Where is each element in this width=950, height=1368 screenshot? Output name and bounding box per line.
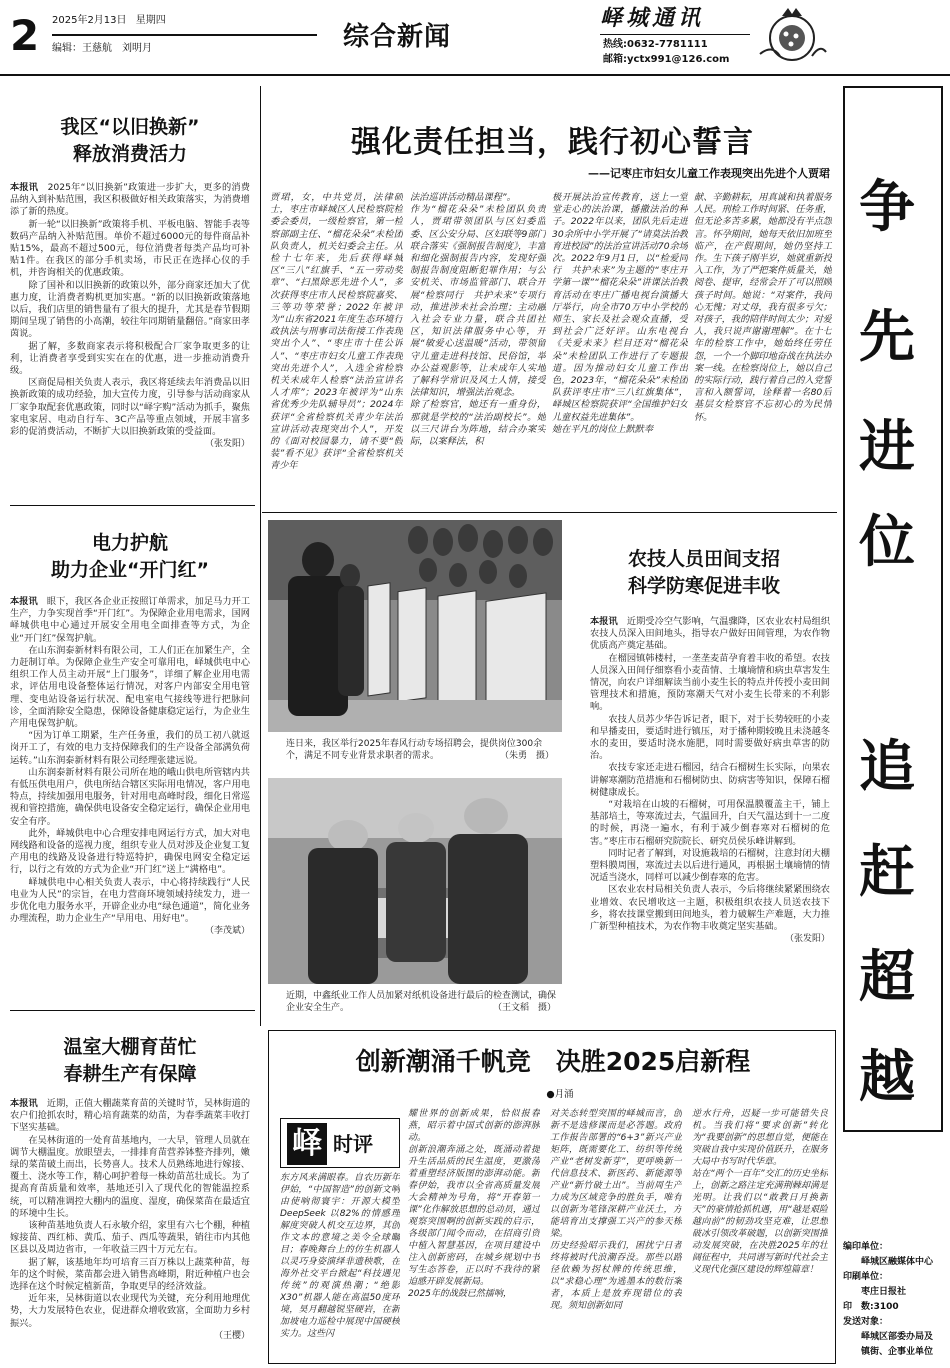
masthead-bottom-rule	[0, 74, 950, 76]
paragraph: 眼下，我区各企业正按照订单需求，加足马力开工生产，力争实现首季“开门红”。为保障企业用电需求，国网峄城供电中心通过开展安全用电全面排查等方式，为企业“开门红”保驾护航。	[10, 596, 250, 644]
lead-tag: 本报讯	[10, 596, 38, 607]
feature-col4: 逆水行舟，迟疑一步可能错失良机。当我们将“要求创新”转化为“我要创新”的思想自觉，便能在突破自我中实现价值跃升，在服务大局中书写时代华章。 站在“两个一百年”交汇的历史坐标上，创新之路注定充满荆棘却满是光明。让我们以“敢教日月换新天”的豪情抢抓机遇，用“越是艰险越向前”的韧劲攻坚克难，让思想破冰引领改革破题，以创新突围推动发展突破，在决胜2025年的壮阔征程中，共同谱写新时代社会主义现代化强区建设的辉煌篇章！	[692, 1109, 828, 1275]
article4-title-line1: 农技人员田间支招	[627, 548, 780, 570]
caption-text: 近期，中鑫纸业工作人员加紧对纸机设备进行最后的检查测试，确保企业安全生产。	[286, 991, 556, 1013]
feature-col2: 耀世界的创新成果，恰似报春燕，昭示着中国式创新的澎湃脉动。 创新浪潮奔涌之处，既涌动着提升生活品质的民生温度，更激荡着重塑经济版图的澎湃动能。新春伊始，我市以全省高质量发展大会精神为号角，将“开春第一课”化作解放思想的总动员，通过观察突围啊的创新实践的启示，各级部门闻令而动，在招商引资中植入智慧基因，在项目建设中注入创新密码，在城乡规划中书写生态答卷，正以时不我待的紧迫感开辟发展新局。 2025年的战鼓已然擂响，	[408, 1109, 540, 1299]
article4-body	[590, 616, 830, 1018]
article2-title-line2: 助力企业“开门红”	[51, 559, 209, 581]
article1-title-line1: 我区“以旧换新”	[60, 116, 200, 138]
article3-title-line1: 温室大棚育苗忙	[63, 1036, 197, 1058]
paragraph: 2025年“以旧换新”政策进一步扩大，更多的消费品纳入到补贴范围，我区积极做好相关政策落实，为消费增添了新的热度。	[10, 182, 250, 218]
column-rule	[260, 86, 261, 1026]
paragraph: 据了解，该基地年均可培育三百万株以上蔬菜种苗，每年的这个时候，菜苗都会进入销售高峰期，附近种植户也会选择在这个时候定植新苗，争取更早的经济效益。	[10, 1256, 250, 1293]
divider	[10, 505, 255, 506]
badge-big: 峄	[287, 1123, 327, 1165]
paragraph: 农技人员苏少华告诉记者，眼下，对于长势较旺的小麦和早播麦田，要适时进行镇压，对于播种期较晚且未浇越冬水的麦田，要适时浇水施肥，同时需要做好病虫草害的防治。	[590, 713, 830, 762]
lead-col3: 极开展法治宣传教育，送上一堂堂走心的法治课，播撒法治的种子。2022年以来，团队先后走进30余所中小学开展了“请莫法治教育进校园”的法治宣讲活动70余场次。2022年9月1日，以“检爱同行 共护未来”为主题的“枣庄开学第一课”“榴花朵朵”讲课法治教育活动在枣庄广播电视台演播大厅举行，向全市70万中小学校的师生、家长及社会观众直播，受到社会广泛好评。山东电视台《关爱未来》栏目还对“榴花朵朵”未检团队工作进行了专题报道。因为推动妇女儿童工作出色，2023年，“榴花朵朵”未检团队获评枣庄市“三八红旗集体”，峄城区检察院获评“全国维护妇女儿童权益先进集体”。 她在平凡的岗位上默默奉	[552, 192, 688, 435]
paragraph: 区商促局相关负责人表示，我区将延续去年消费品以旧换新政策的成功经验，加大宣传力度，引导参与活动商家从厂家争取配套优惠政策，同时以“峄字购”活动为抓手，聚焦家电家居、电动自行车、3C产品等重点领域，开展丰富多彩的促消费活动，不断扩大以旧换新政策的受益面。	[10, 377, 250, 438]
article3-body	[10, 1098, 250, 1364]
caption-text: 连日来，我区举行2025年春风行动专场招聘会，提供岗位300余个，满足不同专业背景求职者的需求。	[286, 739, 543, 761]
paragraph: “因为订单工期紧，生产任务重，我们的员工初八就返岗开工了，有效的电力支持保障我们的生产设备全部满负荷运转。”山东润泰新材料有限公司经理张建远说。	[10, 730, 250, 766]
article3-headline	[10, 1034, 250, 1092]
banner-char: 超	[859, 945, 915, 1010]
article4-title-line2: 科学防寒促进丰收	[627, 575, 780, 597]
banner-char: 争	[859, 175, 915, 240]
info-line: 峄城区融媒体中心	[861, 1257, 934, 1267]
masthead-ornament	[752, 4, 830, 70]
date-text: 2025年2月13日	[52, 15, 127, 26]
banner-char: 赶	[859, 840, 915, 905]
paragraph: 据了解，多数商家表示将积极配合厂家争取更多的让利，让消费者享受到实实在在的优惠，进一步推动消费升级。	[10, 340, 250, 377]
divider	[10, 1010, 255, 1011]
lead-subtitle: ——记枣庄市妇女儿童工作表现突出先进个人贾珺	[588, 167, 830, 180]
paragraph: 同时记者了解到，对设施栽培的石榴树，注意封闭大棚塑料膜周围，寒流过去以后进行通风，再根据土壤墒情的情况适当浇水，同样可以减少倒春寒的危害。	[590, 847, 830, 884]
article4-headline	[578, 546, 830, 604]
lead-headline: 强化责任担当，践行初心誓言	[351, 125, 754, 160]
paragraph: 新一轮“以旧换新”政策将手机、平板电脑、智能手表等数码产品纳入补贴范围。单价不超过6000元的每件商品补贴15%，最高不超过500元，每位消费者每类产品均可补贴1件。在我区的部分手机卖场，市民正在选择心仪的手机，并咨询相关的优惠政策。	[10, 218, 250, 279]
feature-col1: 东方风来满眼春。自农历新年伊始，“中国智造”的创新文响由使响彻寰宇：开源大模型DeepSeek 以82%的情感理解度突破人机交互边界，其创作文本的意境之美令全球瞩目；春晚舞台上的仿生机器人以灵巧身姿演绎非遗秧歌，在海外社交平台掀起“科技遇见传统”的观演热潮；“绝影X30”机器人能在高温50度环境，昊月翻越锐坚硬岩，在新加坡电力巡检中展现中国硬核实力。这些闪	[280, 1173, 400, 1339]
weekday-text: 星期四	[135, 15, 166, 26]
feature-headline: 创新潮涌千帆竞 决胜2025启新程	[355, 1047, 751, 1076]
publication-info	[843, 1240, 947, 1362]
pomegranate-icon	[752, 4, 830, 70]
lead-tag: 本报讯	[10, 1098, 38, 1109]
editors-line: 编辑：王慈航 刘明月	[52, 43, 152, 54]
paragraph: 近期受冷空气影响，气温骤降，区农业农村局组织农技人员深入田间地头，指导农户做好田间管理，为农作物优质高产奠定基础。	[590, 616, 830, 652]
paragraph: 近年来，吴林街道以农业现代为关键，充分利用地理优势，大力发展特色农业，促进群众增收致富，全面助力乡村振兴。	[10, 1293, 250, 1329]
masthead-divider	[52, 34, 317, 36]
paragraph: 农技专家还走进石榴园，结合石榴树生长实际，向果农讲解寒潮防范措施和石榴树防虫、防病害等知识，保障石榴树健康成长。	[590, 762, 830, 798]
paragraph: “对栽培在山坡的石榴树，可用保温膜覆盖主干，铺上基部培土，等寒流过去，气温回升，白天气温达到十一二度的时候，再浇一遍水，有利于减少倒春寒对石榴树的危害。”枣庄市石榴研究院院长、研究员侯乐峰讲解到。	[590, 799, 830, 847]
banner-char: 先	[859, 305, 915, 370]
lead-tag: 本报讯	[10, 182, 39, 193]
paragraph: 近期，正值大棚蔬菜育苗的关键时节，吴林街道的农户们抢抓农时，精心培育蔬菜的幼苗，为春季蔬菜丰收打下坚实基础。	[10, 1098, 250, 1134]
job-fair-image	[268, 520, 562, 732]
banner-char: 越	[859, 1045, 915, 1110]
article2-body	[10, 596, 250, 1004]
email: 邮箱:yctx991@126.com	[603, 54, 730, 65]
article1-headline	[10, 114, 250, 172]
paragraph: 区农业农村局相关负责人表示，今后将继续紧紧围绕农业增效、农民增收这一主题，积极组织农技人员送农技下乡，将农技课堂搬到田间地头，着力破解生产难题，大力推广新型种植技术，为农作物丰收奠定坚实基础。	[590, 884, 830, 933]
byline: （李茂斌）	[204, 926, 250, 937]
lead-col1: 贾珺，女，中共党员，法律硕士，枣庄市峄城区人民检察院检委会委员，一级检察官，第一检察部副主任、“榴花朵朵”未检团队负责人，机关妇委会主任。从检十七年来，先后获得峄城区“三八”红旗手、“五一劳动奖章”、“扫黑除恶先进个人”，多次获得枣庄市人民检察院嘉奖、三等功等荣誉；2022年被评为“山东省2021年度生态环境行政执法与刑事司法衔接工作表现突出个人”、“枣庄市十佳公诉人”、“枣庄市妇女儿童工作表现突出先进个人”，入选全省检察机关未成年人检察“法治宣讲名人才库”；2023年被评为“山东省优秀少先队辅导员”；2024年获评“全省检察机关青少年法治宣讲活动表现突出个人”，开发的《面对校园暴力，请不要“假装”看不见》获评“全省检察机关青少年	[270, 192, 403, 472]
article3-title-line2: 春耕生产有保障	[63, 1063, 197, 1085]
page-number: 2	[10, 14, 40, 58]
paragraph: 峄城供电中心相关负责人表示，中心将持续践行“人民电业为人民”的宗旨，在电力营商环境领域持续发力，进一步优化电力服务水平，开辟企业办电“绿色通道”，简化业务办理流程，助力企业生产“早用电、用好电”。	[10, 876, 250, 925]
banner-char: 位	[859, 510, 915, 575]
section-title: 综合新闻	[343, 22, 452, 52]
byline: （张发阳）	[204, 439, 250, 450]
photo-credit: （朱勇 摄）	[499, 751, 554, 761]
article1-title-line2: 释放消费活力	[72, 143, 187, 165]
photo2-caption	[286, 990, 556, 1020]
paragraph: 在山东润泰新材料有限公司，工人们正在加紧生产，全力赶制订单。为保障企业生产安全可靠用电，峄城供电中心组织工作人员主动开展“上门服务”，详细了解企业用电需求，评估用电设备整体运行情况，对客户内部安全用电管理、变电站设备运行状况、配电室电气接线等进行把脉问诊，全面消除安全隐患，保障设备健康稳定运行，为企业生产用电保驾护航。	[10, 644, 250, 730]
article2-title-line1: 电力护航	[91, 532, 168, 554]
paper-mill-image	[268, 778, 562, 984]
paragraph: 在榴园镇韩楼村，一垄垄麦苗孕育着丰收的希望。农技人员深入田间仔细察看小麦苗情、土壤墒情和病虫草害发生情况，向农户详细解读当前小麦生长的特点并传授小麦田间管理技术和措施，预防寒潮天气对小麦生长带来的不利影响。	[590, 652, 830, 713]
info-line: 镇街、企事业单位	[861, 1347, 934, 1357]
photo-job-fair	[268, 520, 562, 732]
divider	[262, 512, 837, 513]
paragraph: 除了国补和以旧换新的政策以外，部分商家还加大了优惠力度，让消费者购机更加实惠。“新的以旧换新政策落地以后，我们店里的销售量有了很大的提升，尤其是春节假期期间呈现了销售的小高潮，较往年同期销量翻倍。”商家田孝茵说。	[10, 279, 250, 340]
paragraph: 该种苗基地负责人石永敏介绍，家里有六七个棚，种植嫁接苗、西红柿、黄瓜、茄子、西瓜等蔬果，销往市内其他区县以及周边省市，一年收益三四十万元左右。	[10, 1220, 250, 1256]
info-line: 峄城区部委办局及	[861, 1332, 934, 1342]
article2-headline	[10, 530, 250, 588]
badge-small: 时评	[333, 1132, 373, 1156]
byline: （王樱）	[213, 1330, 250, 1341]
masthead-divider-right	[600, 34, 750, 35]
commentary-badge	[280, 1118, 400, 1168]
issue-date	[52, 14, 212, 28]
lead-col2: 法治巡讲活动精品课程”。 作为“榴花朵朵”未检团队负责人，贾珺带领团队与区妇委监委、区公安分局、区妇联等9部门联合落实《强制报告制度》，丰富和细化强制报告内容，发现好强制报告制度阻断犯罪作用；与公安机关、市场监管部门、联合开展“检察同行 共护未来”专项行动，推进涉未社会治理；主动融入社会专业力量，联合共团社区，知识法律服务中心等，开展“敏爱心送温暖”活动，带领留守儿童走进科技馆、民俗馆，举办公益观影等，让未成年人实地了解科学常识及风土人情，接受法律知识，增强法治观念。 除了检察官，她还有一重身份，那就是学校的“法治副校长”。她以三尺讲台为阵地，结合办案实际，以案释法，积	[410, 192, 546, 448]
info-line: 枣庄日报社	[861, 1287, 907, 1297]
paragraph: 在吴林街道的一处育苗基地内，一大早，管理人员就在调节大棚温度。放眼望去，一排排育苗营养钵整齐排列，嫩绿的菜苗破土而出，长势喜人。技术人员熟练地进行嫁接、覆土、浇水等工作，精心呵护着每一株幼苗茁壮成长。为了提高育苗质量和效率，基地还引入了现代化的智能温控系统，可以精准调控大棚内的温度、湿度，确保菜苗在最适宜的环境中生长。	[10, 1134, 250, 1219]
info-line: 印 数:3100	[843, 1302, 899, 1312]
feature-author: ●月涌	[546, 1089, 574, 1100]
info-line: 印刷单位：	[843, 1272, 889, 1282]
photo-paper-mill	[268, 778, 562, 984]
feature-col3: 对关态转型突围的峄城而言，创新不是选修课而是必答题。政府工作报告部署的“6+3”新兴产业矩阵，既需要化工、纺织等传统产业“老树发新芽”，更呼唤新一代信息技术、新医药、新能源等产业“新竹破土出”。当前周生产力成为区域竞争的胜负手，唯有以创新为笔锋深耕产业沃土，方能培育出支撑强工兴产的参天栋梁。 历史经验昭示我们，困扰宁日者终将被时代浪潮吞没。那些以路径依赖为拐杖牌的传统思维，以“求稳心理”为逃墨本的数衍案者，本质上是放弃现错位的表现。须知创新如同	[550, 1109, 682, 1311]
article1-body	[10, 182, 250, 500]
byline: （张发阳）	[784, 934, 830, 945]
side-banner	[843, 86, 943, 1132]
info-line: 发送对象：	[843, 1317, 889, 1327]
paragraph: 山东润泰新材料有限公司所在地的峨山供电所管辖内共有低压供电用户，供电所结合辖区实际用电情况，客户用电特点，持续加强用电服务，针对用电高峰时段，细化日常巡视和管控措施，确保供电设备安全稳定运行，确保企业用电安全有序。	[10, 766, 250, 827]
hotline: 热线:0632-7781111	[603, 39, 708, 50]
photo1-caption	[286, 738, 554, 768]
lead-col4: 献、辛勤耕耘，用真诚和执着服务人民。刑检工作时间紧、任务重，但无论多苦多累，她都没有半点怨言。怀孕期间，她每天依旧加班至临产，在产假期间，她仍坚持工作。生下孩子刚半岁，她就重新投入工作，为了严把案件质量关，她阅卷、提审，经常会开了可以照顾孩子时间。她说：“对案件，我问心无愧；对丈母，我有很多亏欠；对孩子，我的陪伴时间太少；对爱人，我只说声谢谢理解”。在十七年的检察工作中，她始终任劳任怨，一个一个脚印地奋战在执法办案一线。在检察岗位上，她以自己的实际行动，践行着自己的入党誓言和入额誓词，诠释着一名80后基层女检察官不忘初心的为民情怀。	[694, 192, 832, 423]
lead-tag: 本报讯	[590, 616, 618, 627]
banner-char: 追	[859, 735, 915, 800]
paper-name: 峄城通讯	[600, 5, 705, 31]
photo-credit: （王文稻 摄）	[492, 1003, 556, 1013]
banner-char: 进	[859, 415, 915, 480]
paragraph: 此外，峄城供电中心合理安排电网运行方式，加大对电网线路和设备的巡视力度，组织专业人员对涉及企业复工复产用电的线路及设备进行特巡特护，确保电网安全稳定运行，以行之有效的方式为企业“开门红”送上“满格电”。	[10, 827, 250, 876]
info-line: 编印单位：	[843, 1242, 889, 1252]
